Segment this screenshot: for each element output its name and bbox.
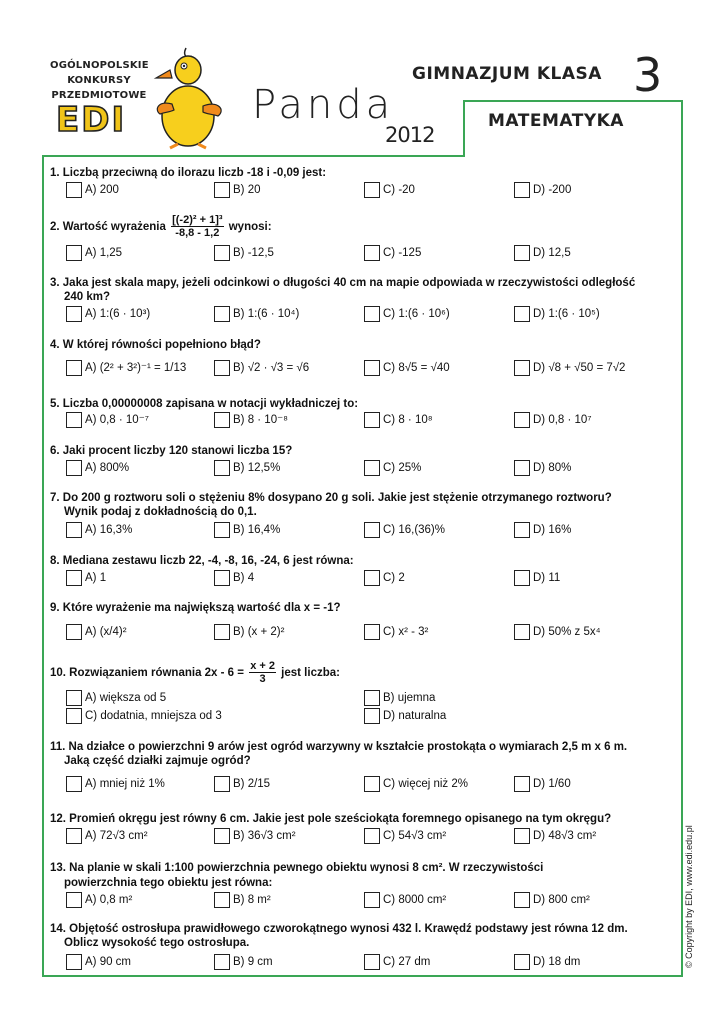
question-10 [50,660,340,686]
option-label: A) (2² + 3²)⁻¹ = 1/13 [85,362,187,374]
option-label: A) mniej niż 1% [85,778,165,790]
question-8: 8. Mediana zestawu liczb 22, -4, -8, 16, -24, 6 jest równa: [50,555,354,567]
option-label: C) 2 [383,572,405,584]
option-label: A) 200 [85,184,119,196]
question-text: 10. Rozwiązaniem równania 2x - 6 = [50,667,244,679]
checkbox[interactable] [214,245,230,261]
option-label: B) (x + 2)² [233,626,285,638]
checkbox[interactable] [66,360,82,376]
checkbox[interactable] [514,624,530,640]
option-label: A) 1:(6 · 10³) [85,308,151,320]
option-3b[interactable] [214,306,299,323]
checkbox[interactable] [364,708,380,724]
option-label: B) ujemna [383,692,436,704]
option-label: B) 16,4% [233,524,281,536]
checkbox[interactable] [364,460,380,476]
checkbox[interactable] [66,828,82,844]
option-label: A) 72√3 cm² [85,830,148,842]
option-label: B) 9 cm [233,956,273,968]
option-label: D) 0,8 · 10⁷ [533,414,592,426]
option-1b[interactable] [214,182,261,199]
logo-text [50,58,148,103]
option-label: B) √2 · √3 = √6 [233,362,310,374]
checkbox[interactable] [66,522,82,538]
question-9: 9. Które wyrażenie ma największą wartość dla x = -1? [50,602,341,614]
option-label: B) 36√3 cm² [233,830,296,842]
option-13a[interactable] [66,892,132,909]
option-3c[interactable] [364,306,450,323]
checkbox[interactable] [364,360,380,376]
checkbox[interactable] [514,776,530,792]
option-10c[interactable] [66,708,222,725]
option-7d[interactable] [514,522,571,539]
checkbox[interactable] [514,570,530,586]
option-label: C) -125 [383,247,422,259]
fraction-denominator: 3 [259,673,266,686]
option-label: C) 1:(6 · 10⁶) [383,308,450,320]
question-5: 5. Liczba 0,00000008 zapisana w notacji wykładniczej to: [50,398,359,410]
checkbox[interactable] [364,522,380,538]
checkbox[interactable] [514,306,530,322]
option-13d[interactable] [514,892,590,909]
option-3a[interactable] [66,306,150,323]
checkbox[interactable] [364,412,380,428]
option-label: C) 8 · 10⁸ [383,414,433,426]
contest-year: 2012 [385,123,435,147]
checkbox[interactable] [364,306,380,322]
fraction [171,214,223,239]
checkbox[interactable] [514,412,530,428]
option-12c[interactable] [364,828,446,845]
option-label: D) 80% [533,462,572,474]
option-label: C) 16,(36)% [383,524,445,536]
option-8b[interactable] [214,570,254,587]
checkbox[interactable] [66,690,82,706]
option-label: D) 50% z 5x⁴ [533,626,601,638]
option-label: D) 18 dm [533,956,581,968]
question-text: jest liczba: [281,667,340,679]
option-label: A) 800% [85,462,130,474]
option-1d[interactable] [514,182,571,199]
checkbox[interactable] [214,570,230,586]
option-5a[interactable] [66,412,149,429]
checkbox[interactable] [364,892,380,908]
checkbox[interactable] [214,776,230,792]
option-5c[interactable] [364,412,433,429]
option-13b[interactable] [214,892,271,909]
question-6: 6. Jaki procent liczby 120 stanowi liczba 15? [50,445,293,457]
checkbox[interactable] [364,245,380,261]
checkbox[interactable] [214,624,230,640]
logo-edi: EDI [56,100,127,140]
option-6c[interactable] [364,460,421,477]
grade-label: GIMNAZJUM KLASA [412,64,602,84]
checkbox[interactable] [214,892,230,908]
checkbox[interactable] [364,954,380,970]
option-label: A) 16,3% [85,524,133,536]
option-label: D) √8 + √50 = 7√2 [533,362,626,374]
checkbox[interactable] [514,360,530,376]
checkbox[interactable] [214,954,230,970]
option-1a[interactable] [66,182,119,199]
option-label: A) 1 [85,572,107,584]
checkbox[interactable] [66,954,82,970]
checkbox[interactable] [214,360,230,376]
fraction-numerator: [(-2)² + 1]³ [172,214,223,227]
question-3-continued: 240 km? [64,291,111,303]
subject-title: MATEMATYKA [488,111,624,131]
option-label: D) 1/60 [533,778,571,790]
fraction-numerator: x + 2 [250,660,275,673]
option-13c[interactable] [364,892,446,909]
option-10b[interactable] [364,690,435,707]
checkbox[interactable] [364,624,380,640]
checkbox[interactable] [66,306,82,322]
option-label: B) 1:(6 · 10⁴) [233,308,300,320]
question-3: 3. Jaka jest skala mapy, jeżeli odcinkowi o długości 40 cm na mapie odpowiada w rzeczywistości odległość [50,277,636,289]
question-2 [50,214,272,240]
option-12d[interactable] [514,828,596,845]
checkbox[interactable] [66,412,82,428]
option-label: A) 0,8 m² [85,894,133,906]
option-2b[interactable] [214,245,274,262]
option-label: D) -200 [533,184,572,196]
fraction-denominator: -8,8 - 1,2 [175,227,220,240]
option-9c[interactable] [364,624,428,641]
option-5d[interactable] [514,412,592,429]
question-text: wynosi: [228,221,272,233]
option-label: C) 8√5 = √40 [383,362,450,374]
option-11b[interactable] [214,776,270,793]
checkbox[interactable] [66,624,82,640]
option-2a[interactable] [66,245,122,262]
checkbox[interactable] [66,460,82,476]
option-label: B) 8 m² [233,894,271,906]
option-7a[interactable] [66,522,132,539]
checkbox[interactable] [214,460,230,476]
question-7-continued: Wynik podaj z dokładnością do 0,1. [64,506,257,518]
question-11: 11. Na działce o powierzchni 9 arów jest ogród warzywny w kształcie prostokąta o wymiarach 2,5 m x 6 m. [50,741,628,753]
checkbox[interactable] [66,182,82,198]
option-6b[interactable] [214,460,280,477]
option-5b[interactable] [214,412,288,429]
option-label: D) 12,5 [533,247,571,259]
option-label: B) 4 [233,572,255,584]
option-label: C) dodatnia, mniejsza od 3 [85,710,222,722]
question-7: 7. Do 200 g roztworu soli o stężeniu 8% dosypano 20 g soli. Jakie jest stężenie otrzymanego roztworu? [50,492,612,504]
question-14-continued: Oblicz wysokość tego ostrosłupa. [64,937,250,949]
option-1c[interactable] [364,182,415,199]
option-label: D) 1:(6 · 10⁵) [533,308,600,320]
option-label: B) 2/15 [233,778,271,790]
checkbox[interactable] [364,182,380,198]
grade-number: 3 [633,48,663,102]
option-label: B) -12,5 [233,247,274,259]
option-10d[interactable] [364,708,446,725]
checkbox[interactable] [514,522,530,538]
copyright-notice: © Copyright by EDI, www.edi.edu.pl [684,825,694,968]
option-14a[interactable] [66,954,131,971]
checkbox[interactable] [364,776,380,792]
option-label: A) 90 cm [85,956,132,968]
option-label: D) 800 cm² [533,894,590,906]
question-13: 13. Na planie w skali 1:100 powierzchnia pewnego obiektu wynosi 8 cm². W rzeczywistości [50,862,544,874]
option-14b[interactable] [214,954,273,971]
option-label: C) 25% [383,462,422,474]
option-8a[interactable] [66,570,106,587]
duck-mascot-icon [148,44,228,150]
checkbox[interactable] [214,828,230,844]
option-10a[interactable] [66,690,166,707]
option-label: C) więcej niż 2% [383,778,468,790]
checkbox[interactable] [514,954,530,970]
option-label: B) 20 [233,184,261,196]
option-label: A) większa od 5 [85,692,167,704]
option-6d[interactable] [514,460,571,477]
checkbox[interactable] [214,306,230,322]
question-14: 14. Objętość ostrosłupa prawidłowego czworokątnego wynosi 432 l. Krawędź podstawy jest równa 12 dm. [50,923,628,935]
option-label: A) 1,25 [85,247,123,259]
option-4b[interactable] [214,360,309,377]
contest-title: Panda [252,82,395,128]
option-label: C) 8000 cm² [383,894,447,906]
checkbox[interactable] [514,828,530,844]
option-2c[interactable] [364,245,421,262]
option-7b[interactable] [214,522,280,539]
option-11a[interactable] [66,776,165,793]
checkbox[interactable] [514,460,530,476]
option-4c[interactable] [364,360,450,377]
checkbox[interactable] [214,182,230,198]
option-8d[interactable] [514,570,560,587]
option-3d[interactable] [514,306,600,323]
checkbox[interactable] [514,182,530,198]
option-4a[interactable] [66,360,186,377]
question-13-continued: powierzchnia tego obiektu jest równa: [64,877,273,889]
checkbox[interactable] [214,522,230,538]
option-label: C) 27 dm [383,956,431,968]
option-label: B) 8 · 10⁻⁸ [233,414,289,426]
checkbox[interactable] [66,570,82,586]
checkbox[interactable] [364,570,380,586]
checkbox[interactable] [66,892,82,908]
option-11c[interactable] [364,776,468,793]
question-1: 1. Liczbą przeciwną do ilorazu liczb -18 i -0,09 jest: [50,167,327,179]
question-text: 2. Wartość wyrażenia [50,221,166,233]
option-label: D) 11 [533,572,561,584]
option-7c[interactable] [364,522,445,539]
option-2d[interactable] [514,245,571,262]
checkbox[interactable] [514,892,530,908]
question-4: 4. W której równości popełniono błąd? [50,339,261,351]
option-9d[interactable] [514,624,601,641]
option-12a[interactable] [66,828,148,845]
checkbox[interactable] [66,708,82,724]
option-12b[interactable] [214,828,296,845]
option-label: D) 48√3 cm² [533,830,597,842]
option-14d[interactable] [514,954,580,971]
option-label: A) 0,8 · 10⁻⁷ [85,414,149,426]
checkbox[interactable] [66,245,82,261]
option-9a[interactable] [66,624,127,641]
option-label: B) 12,5% [233,462,281,474]
option-label: A) (x/4)² [85,626,127,638]
option-6a[interactable] [66,460,129,477]
option-8c[interactable] [364,570,405,587]
option-label: C) -20 [383,184,415,196]
checkbox[interactable] [66,776,82,792]
checkbox[interactable] [214,412,230,428]
question-11-continued: Jaką część działki zajmuje ogród? [64,755,251,767]
checkbox[interactable] [364,828,380,844]
fraction [249,660,276,685]
option-label: C) 54√3 cm² [383,830,447,842]
checkbox[interactable] [364,690,380,706]
logo-line: PRZEDMIOTOWE [51,90,147,101]
option-label: C) x² - 3² [383,626,429,638]
logo-line: KONKURSY [67,75,131,86]
logo-line: OGÓLNOPOLSKIE [50,60,149,71]
option-4d[interactable] [514,360,625,377]
question-12: 12. Promień okręgu jest równy 6 cm. Jakie jest pole sześciokąta foremnego opisanego na tym okręgu? [50,813,612,825]
option-9b[interactable] [214,624,284,641]
option-11d[interactable] [514,776,571,793]
option-label: D) 16% [533,524,572,536]
option-label: D) naturalna [383,710,447,722]
option-14c[interactable] [364,954,430,971]
checkbox[interactable] [514,245,530,261]
